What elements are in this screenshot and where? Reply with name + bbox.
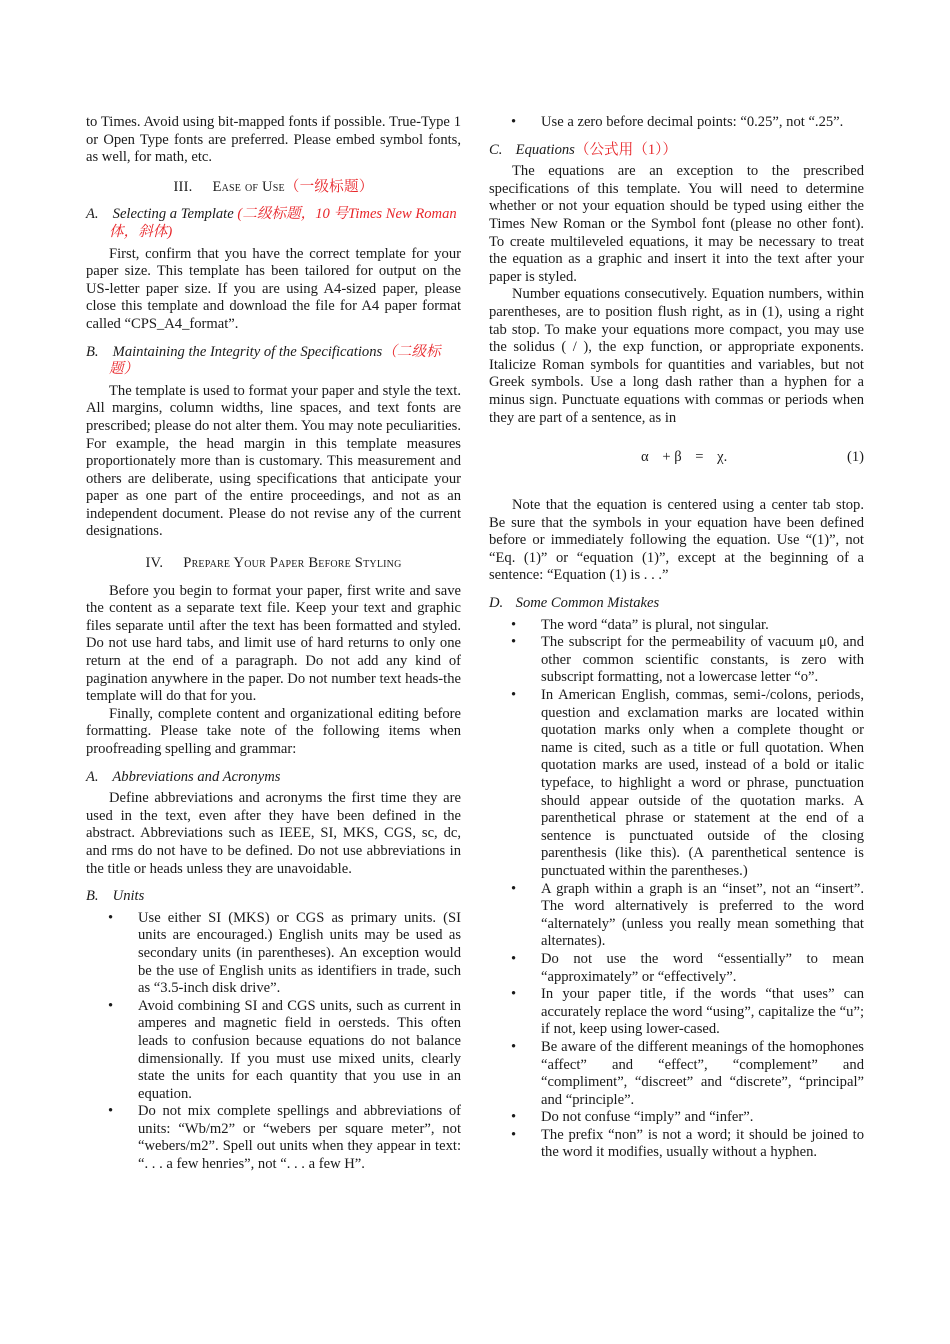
list-item bbox=[86, 998, 461, 1104]
bullet-icon: • bbox=[511, 1126, 517, 1143]
bullet-icon: • bbox=[511, 1109, 517, 1126]
list-item bbox=[489, 617, 864, 635]
bullet-icon: • bbox=[108, 909, 114, 926]
bullet-icon: • bbox=[511, 634, 517, 651]
mistakes-bullet-list bbox=[489, 617, 864, 1162]
subsection-title: Equations bbox=[515, 141, 575, 158]
subsection-heading-integrity bbox=[86, 344, 461, 379]
bullet-icon: • bbox=[108, 997, 114, 1014]
subsection-title: Abbreviations and Acronyms bbox=[112, 768, 281, 785]
list-item bbox=[489, 634, 864, 687]
list-item bbox=[489, 1039, 864, 1109]
list-item bbox=[86, 1103, 461, 1173]
paragraph-equations-1: The equations are an exception to the prescribed specifications of this template. You will need to determine whether or not your equation should be typed using either the Times New Roman or the Symbol font (please no other font). To create multileveled equations, it may be necessary to treat the equation as a graphic and insert it into the text after your paper is styled. bbox=[489, 163, 864, 285]
list-item bbox=[489, 1109, 864, 1127]
bullet-icon: • bbox=[511, 1038, 517, 1055]
equation-body bbox=[641, 449, 737, 467]
section-note: （一级标题） bbox=[284, 178, 374, 195]
subsection-note: （公式用（1）） bbox=[574, 141, 677, 158]
section-title: Ease of Use bbox=[212, 178, 285, 195]
left-column bbox=[86, 114, 461, 1174]
subsection-label: D. bbox=[489, 595, 504, 612]
list-item-text: Use either SI (MKS) or CGS as primary units. (SI units are encouraged.) English units may be used as secondary units (in parentheses). An exception would be the use of English units as identifiers in trade, such as “3.5-inch disk drive”. bbox=[138, 909, 461, 997]
equation-number: (1) bbox=[846, 449, 864, 466]
bullet-icon: • bbox=[511, 616, 517, 633]
list-item bbox=[489, 1127, 864, 1162]
bullet-icon: • bbox=[511, 986, 517, 1003]
intro-tail-paragraph: to Times. Avoid using bit-mapped fonts if possible. True-Type 1 or Open Type fonts are preferred. Please embed symbol fonts, as well, for math, etc. bbox=[86, 114, 461, 166]
subsection-heading-selecting-template bbox=[86, 206, 461, 241]
paragraph-finally: Finally, complete content and organizational editing before formatting. Please take note of the following items when proofreading spelling and grammar: bbox=[86, 705, 461, 757]
list-item-text: The prefix “non” is not a word; it should be joined to the word it modifies, usually without a hyphen. bbox=[541, 1126, 864, 1161]
list-item-text: Do not use the word “essentially” to mean “approximately” or “effectively”. bbox=[541, 950, 864, 985]
list-item-text: The word “data” is plural, not singular. bbox=[541, 616, 769, 633]
subsection-label: C. bbox=[489, 141, 503, 158]
list-item bbox=[489, 114, 864, 132]
section-title: Prepare Your Paper Before Styling bbox=[183, 555, 402, 572]
equation-term: χ. bbox=[717, 449, 728, 466]
paragraph-selecting-template: First, confirm that you have the correct template for your paper size. This template has been tailored for output on the US-letter paper size. If you are using A4-sized paper, please close this template and download the file for A4 paper format called “CPS_A4_format”. bbox=[86, 245, 461, 332]
section-number: III. bbox=[173, 178, 193, 195]
subsection-note: （二级标题） bbox=[109, 343, 441, 378]
subsection-heading-common-mistakes bbox=[489, 595, 864, 613]
right-column bbox=[489, 114, 864, 1162]
list-item bbox=[489, 687, 864, 881]
section-number: IV. bbox=[145, 555, 164, 572]
list-item-text: Do not confuse “imply” and “infer”. bbox=[541, 1109, 754, 1126]
list-item bbox=[489, 881, 864, 951]
bullet-icon: • bbox=[511, 950, 517, 967]
list-item bbox=[489, 951, 864, 986]
equation-term: + β bbox=[662, 449, 682, 466]
paragraph-abbreviations: Define abbreviations and acronyms the first time they are used in the text, even after they have been defined in the abstract. Abbreviations such as IEEE, SI, MKS, CGS, sc, dc, and rms do not have to be defined. Do not use abbreviations in the title or heads unless they are unavoidable. bbox=[86, 790, 461, 877]
bullet-icon: • bbox=[511, 687, 517, 704]
subsection-heading-units bbox=[86, 888, 461, 906]
subsection-label: A. bbox=[86, 768, 99, 785]
list-item-text: Be aware of the different meanings of the homophones “affect” and “effect”, “complement” and “compliment”, “discreet” and “discrete”, “principal” and “principle”. bbox=[541, 1038, 864, 1108]
subsection-label: B. bbox=[86, 888, 99, 905]
subsection-title: Maintaining the Integrity of the Specifications bbox=[112, 343, 383, 360]
equation-term: = bbox=[695, 449, 704, 466]
subsection-heading-equations bbox=[489, 142, 864, 160]
subsection-label: A. bbox=[86, 206, 99, 223]
subsection-title: Selecting a Template bbox=[112, 206, 234, 223]
units-bullet-list-continued bbox=[489, 114, 864, 132]
subsection-title: Some Common Mistakes bbox=[515, 595, 660, 612]
list-item-text: The subscript for the permeability of vacuum μ0, and other common scientific constants, is zero with subscript formatting, not a lowercase letter “o”. bbox=[541, 634, 864, 686]
list-item bbox=[86, 910, 461, 998]
units-bullet-list bbox=[86, 910, 461, 1174]
list-item-text: In your paper title, if the words “that uses” can accurately replace the word “using”, capitalize the “u”; if not, keep using lower-cased. bbox=[541, 986, 864, 1038]
paragraph-equations-2: Number equations consecutively. Equation numbers, within parentheses, are to position flush right, as in (1), using a right tab stop. To make your equations more compact, you may use the solidus ( / ), the exp function, or appropriate exponents. Italicize Roman symbols for quantities and variables, but not Greek symbols. Use a long dash rather than a hyphen for a minus sign. Punctuate equations with commas or periods when they are part of a sentence, as in bbox=[489, 286, 864, 426]
list-item-text: In American English, commas, semi-/colons, periods, question and exclamation marks are located within quotation marks only when a complete thought or name is cited, such as a title or full quotation. When quotation marks are used, instead of a bold or italic typeface, to highlight a word or phrase, punctuation should appear outside of the quotation marks. A parenthetical phrase or statement at the end of a sentence is punctuated outside of the closing parenthesis (like this). (A parenthetical sentence is punctuated within the parentheses.) bbox=[541, 687, 864, 879]
bullet-icon: • bbox=[511, 114, 517, 130]
section-heading-prepare-paper bbox=[86, 555, 461, 573]
paragraph-before-format: Before you begin to format your paper, first write and save the content as a separate text file. Keep your text and graphic files separate until after the text has been formatted and styled. Do not use hard tabs, and limit use of hard returns to only one return at the end of a paragraph. Do not add any kind of pagination anywhere in the paper. Do not number text heads-the template will do that for you. bbox=[86, 582, 461, 705]
subsection-title: Units bbox=[112, 888, 145, 905]
bullet-icon: • bbox=[511, 880, 517, 897]
subsection-heading-abbreviations bbox=[86, 769, 461, 787]
equation-block bbox=[489, 449, 864, 471]
list-item-text: Do not mix complete spellings and abbreviations of units: “Wb/m2” or “webers per square meter”, not “webers/m2”. Spell out units when they appear in text: “. . . a few henries”, not “. . . a few H”. bbox=[138, 1103, 461, 1173]
paragraph-equations-3: Note that the equation is centered using a center tab stop. Be sure that the symbols in your equation have been defined before or immediately following the equation. Use “(1)”, not “Eq. (1)” or “equation (1)”, except at the beginning of a sentence: “Equation (1) is . . .” bbox=[489, 497, 864, 584]
bullet-icon: • bbox=[108, 1103, 114, 1120]
section-heading-ease-of-use bbox=[86, 179, 461, 197]
subsection-note: (二级标题，10 号Times New Roman 体，斜体) bbox=[109, 206, 457, 240]
list-item-text: Use a zero before decimal points: “0.25”, not “.25”. bbox=[541, 114, 844, 130]
equation-term: α bbox=[641, 449, 649, 466]
list-item bbox=[489, 986, 864, 1039]
paragraph-integrity: The template is used to format your paper and style the text. All margins, column widths, line spaces, and text fonts are prescribed; please do not alter them. You may note peculiarities. For example, the head margin in this template measures proportionately more than is customary. This measurement and others are deliberate, using specifications that anticipate your paper as one part of the entire proceedings, and not as an independent document. Please do not revise any of the current designations. bbox=[86, 382, 461, 540]
subsection-label: B. bbox=[86, 343, 99, 360]
list-item-text: A graph within a graph is an “inset”, not an “insert”. The word alternatively is preferred to the word “alternately” (unless you really mean something that alternates). bbox=[541, 880, 864, 950]
list-item-text: Avoid combining SI and CGS units, such as current in amperes and magnetic field in oersteds. This often leads to confusion because equations do not balance dimensionally. If you must use mixed units, clearly state the units for each quantity that you use in an equation. bbox=[138, 997, 461, 1102]
